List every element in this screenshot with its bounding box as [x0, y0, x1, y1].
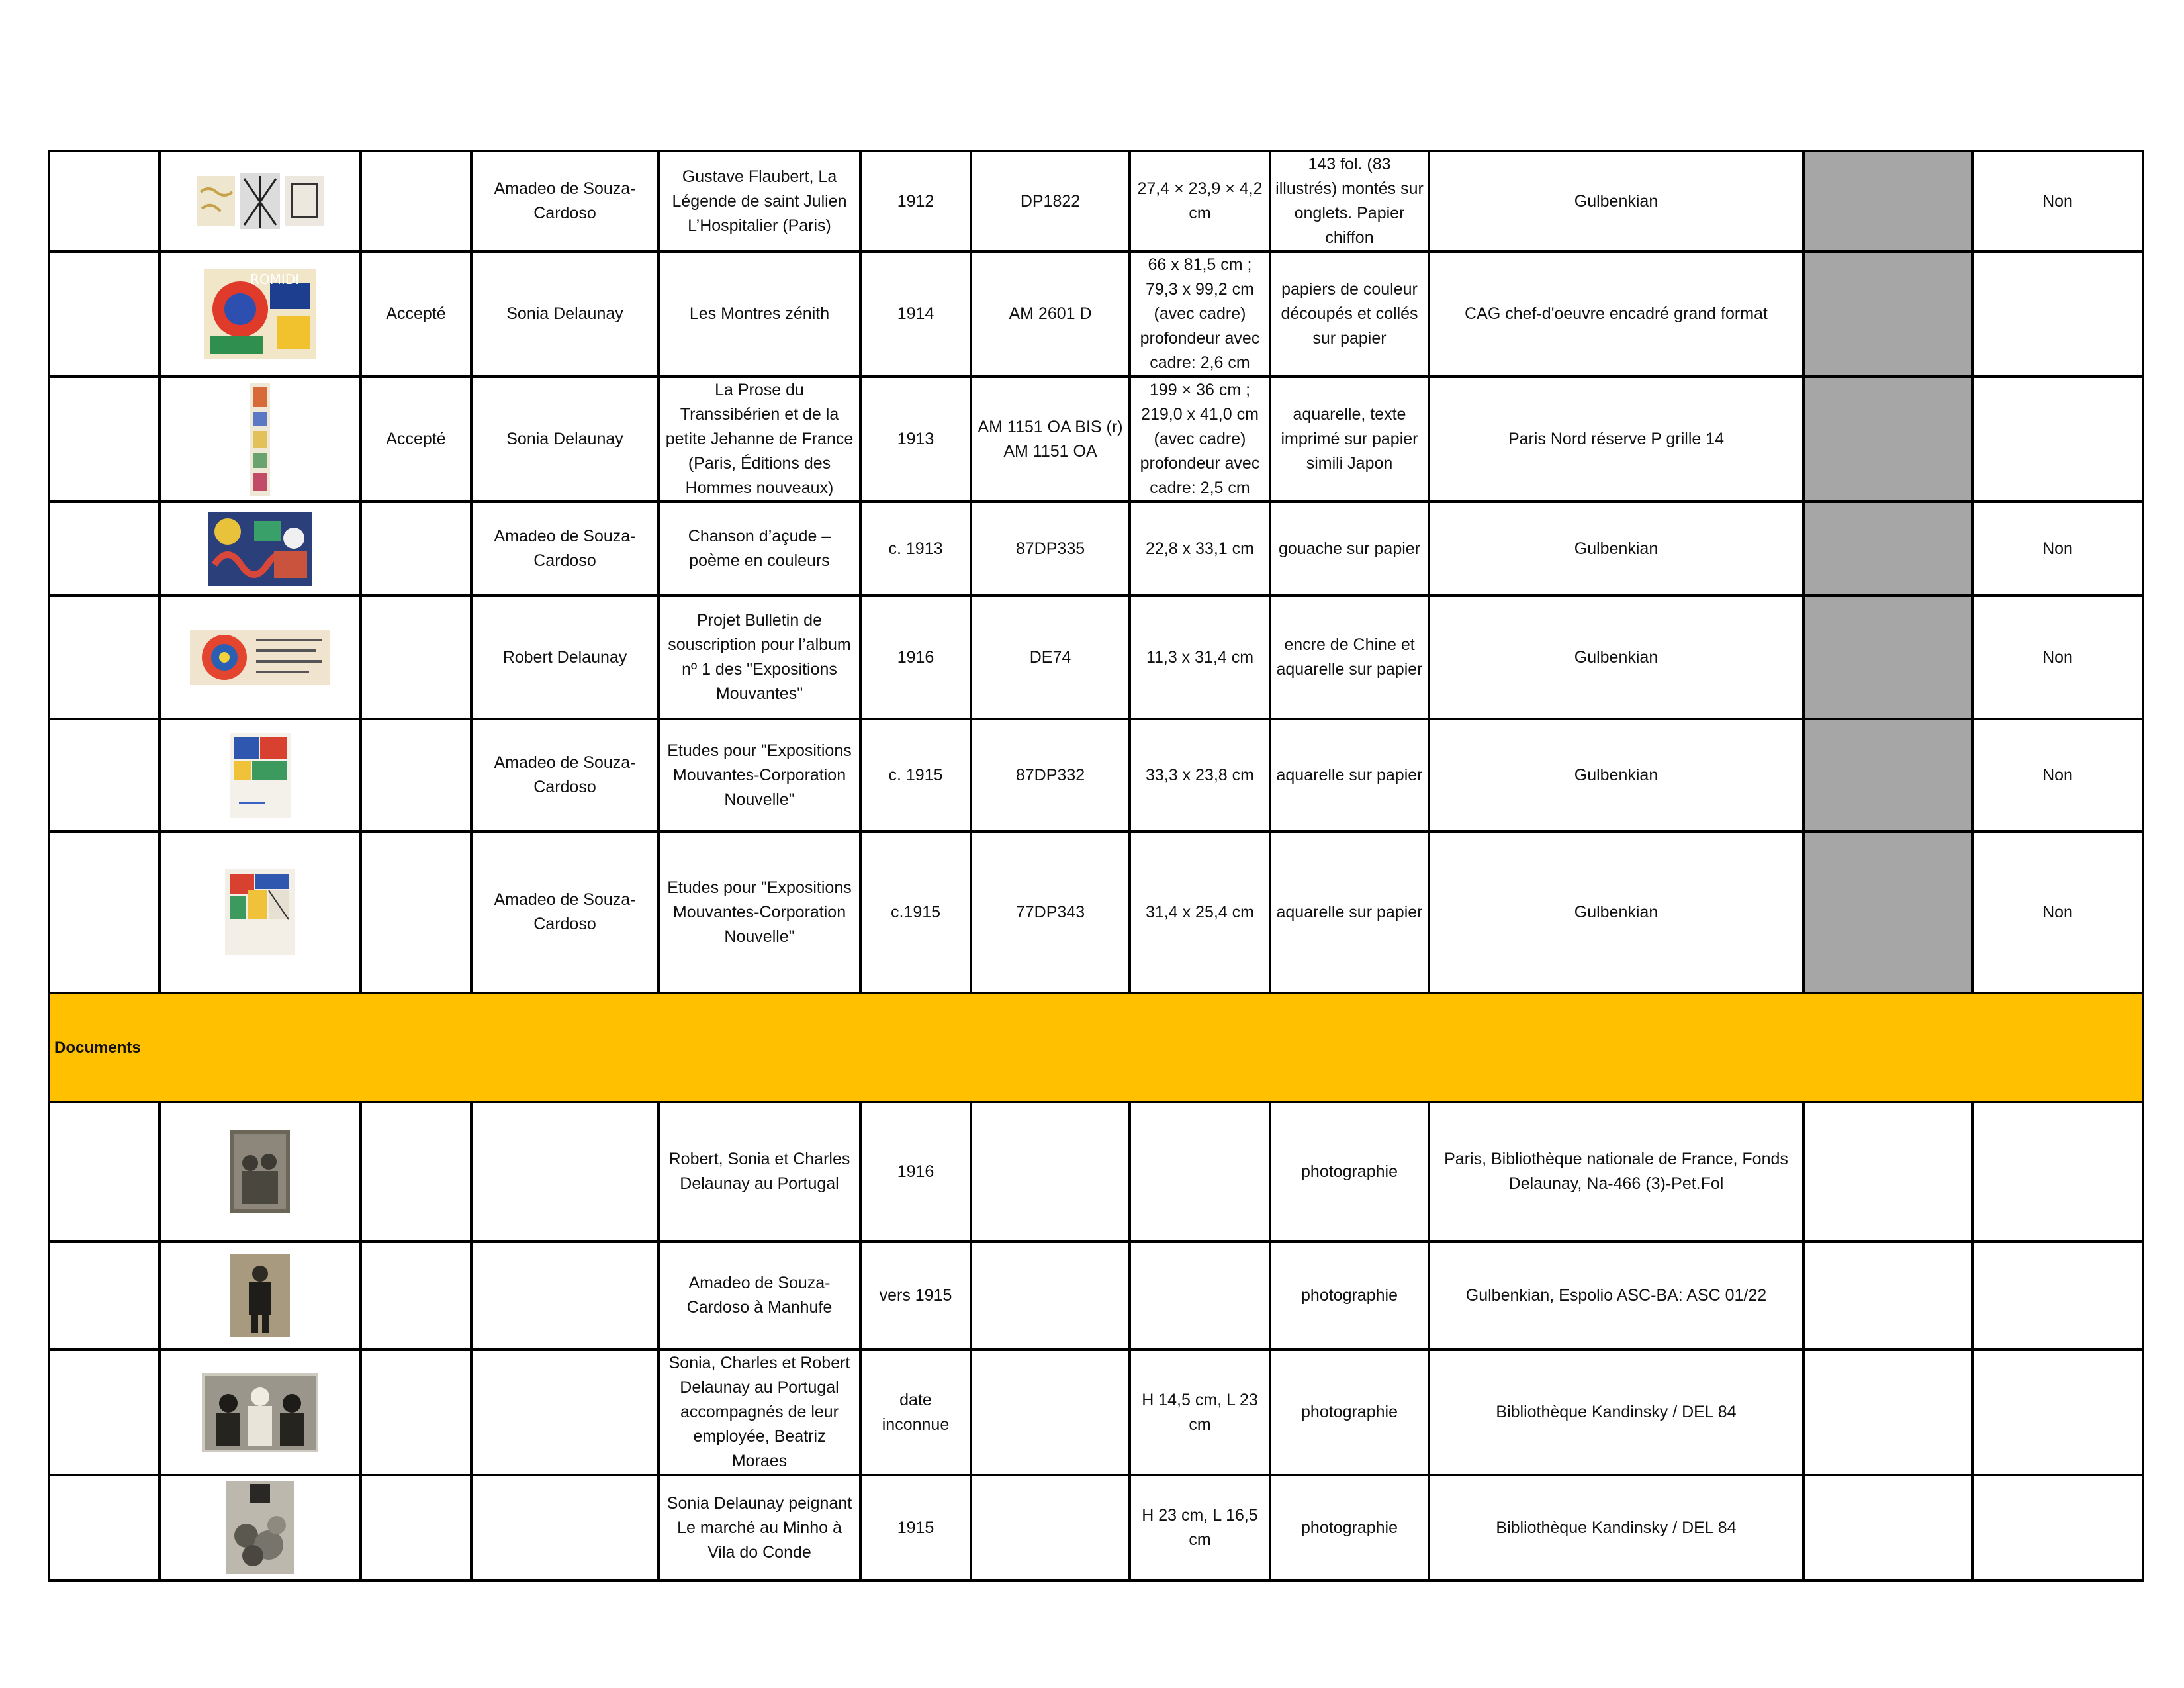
empty-cell — [471, 1350, 659, 1475]
date-cell: c.1915 — [860, 831, 971, 993]
gray-cell — [1803, 377, 1972, 502]
table-row — [49, 1102, 2143, 1241]
empty-cell — [49, 1241, 159, 1350]
dimensions-cell — [1130, 1102, 1270, 1241]
artist-cell: Amadeo de Souza-Cardoso — [471, 151, 659, 252]
artist-cell: Sonia Delaunay — [471, 252, 659, 377]
technique-cell: photographie — [1270, 1241, 1429, 1350]
inventory-cell: DP1822 — [971, 151, 1130, 252]
table-row — [49, 252, 2143, 377]
location-cell: Paris, Bibliothèque nationale de France, Fonds Delaunay, Na-466 (3)-Pet.Fol — [1429, 1102, 1803, 1241]
empty-cell — [971, 1475, 1130, 1581]
status-cell: Accepté — [361, 252, 471, 377]
dimensions-cell: 11,3 x 31,4 cm — [1130, 596, 1270, 719]
gray-cell — [1803, 252, 1972, 377]
technique-cell: aquarelle sur papier — [1270, 831, 1429, 993]
section-row — [49, 993, 2143, 1102]
inventory-cell: AM 1151 OA BIS (r) AM 1151 OA — [971, 377, 1130, 502]
dimensions-cell: H 14,5 cm, L 23 cm — [1130, 1350, 1270, 1475]
location-cell: Bibliothèque Kandinsky / DEL 84 — [1429, 1475, 1803, 1581]
artist-cell: Amadeo de Souza-Cardoso — [471, 831, 659, 993]
artist-cell: Amadeo de Souza-Cardoso — [471, 502, 659, 596]
artwork-thumbnail — [159, 502, 361, 596]
table-row — [49, 1475, 2143, 1581]
empty-cell — [1972, 1241, 2143, 1350]
artwork-thumbnail — [159, 719, 361, 831]
gray-cell — [1803, 502, 1972, 596]
loan-cell — [1972, 377, 2143, 502]
empty-cell — [49, 151, 159, 252]
date-cell: c. 1913 — [860, 502, 971, 596]
table-row — [49, 831, 2143, 993]
title-cell: Etudes pour "Expositions Mouvantes-Corporation Nouvelle" — [659, 831, 860, 993]
table-row — [49, 502, 2143, 596]
location-cell: CAG chef-d'oeuvre encadré grand format — [1429, 252, 1803, 377]
empty-cell — [361, 1350, 471, 1475]
empty-cell — [49, 252, 159, 377]
catalogue-sheet — [48, 150, 2142, 1582]
inventory-cell: AM 2601 D — [971, 252, 1130, 377]
loan-cell — [1972, 252, 2143, 377]
artwork-thumbnail — [159, 252, 361, 377]
title-cell: Projet Bulletin de souscription pour l’album nº 1 des "Expositions Mouvantes" — [659, 596, 860, 719]
artist-cell: Robert Delaunay — [471, 596, 659, 719]
title-cell: Gustave Flaubert, La Légende de saint Julien L’Hospitalier (Paris) — [659, 151, 860, 252]
location-cell: Bibliothèque Kandinsky / DEL 84 — [1429, 1350, 1803, 1475]
empty-cell — [49, 831, 159, 993]
date-cell: c. 1915 — [860, 719, 971, 831]
photo-thumbnail — [159, 1350, 361, 1475]
technique-cell: encre de Chine et aquarelle sur papier — [1270, 596, 1429, 719]
empty-cell — [361, 1102, 471, 1241]
date-cell: 1913 — [860, 377, 971, 502]
artwork-table — [48, 150, 2144, 1582]
empty-cell — [49, 502, 159, 596]
status-cell — [361, 502, 471, 596]
inventory-cell: DE74 — [971, 596, 1130, 719]
status-cell — [361, 719, 471, 831]
artwork-thumbnail — [159, 596, 361, 719]
dimensions-cell: 33,3 x 23,8 cm — [1130, 719, 1270, 831]
date-cell: 1916 — [860, 1102, 971, 1241]
empty-cell — [361, 1475, 471, 1581]
location-cell: Gulbenkian — [1429, 151, 1803, 252]
loan-cell: Non — [1972, 596, 2143, 719]
loan-cell: Non — [1972, 502, 2143, 596]
dimensions-cell — [1130, 1241, 1270, 1350]
technique-cell: papiers de couleur découpés et collés sur papier — [1270, 252, 1429, 377]
date-cell: 1916 — [860, 596, 971, 719]
technique-cell: aquarelle, texte imprimé sur papier simili Japon — [1270, 377, 1429, 502]
loan-cell: Non — [1972, 151, 2143, 252]
artist-cell: Sonia Delaunay — [471, 377, 659, 502]
title-cell: Amadeo de Souza-Cardoso à Manhufe — [659, 1241, 860, 1350]
loan-cell: Non — [1972, 831, 2143, 993]
photo-thumbnail — [159, 1102, 361, 1241]
location-cell: Gulbenkian, Espolio ASC-BA: ASC 01/22 — [1429, 1241, 1803, 1350]
title-cell: Chanson d’açude – poème en couleurs — [659, 502, 860, 596]
table-row — [49, 1350, 2143, 1475]
empty-cell — [971, 1350, 1130, 1475]
empty-cell — [1972, 1350, 2143, 1475]
title-cell: La Prose du Transsibérien et de la petite Jehanne de France (Paris, Éditions des Hommes nouveaux) — [659, 377, 860, 502]
dimensions-cell: 199 × 36 cm ; 219,0 x 41,0 cm (avec cadre) profondeur avec cadre: 2,5 cm — [1130, 377, 1270, 502]
empty-cell — [49, 1350, 159, 1475]
empty-cell — [1972, 1102, 2143, 1241]
title-cell: Robert, Sonia et Charles Delaunay au Portugal — [659, 1102, 860, 1241]
location-cell: Paris Nord réserve P grille 14 — [1429, 377, 1803, 502]
empty-cell — [49, 1102, 159, 1241]
table-row — [49, 151, 2143, 252]
empty-cell — [49, 596, 159, 719]
location-cell: Gulbenkian — [1429, 596, 1803, 719]
inventory-cell: 77DP343 — [971, 831, 1130, 993]
table-row — [49, 596, 2143, 719]
technique-cell: gouache sur papier — [1270, 502, 1429, 596]
artwork-thumbnail — [159, 151, 361, 252]
empty-cell — [49, 1475, 159, 1581]
photo-thumbnail — [159, 1241, 361, 1350]
svg-text:ROMIDI: ROMIDI — [250, 271, 300, 287]
empty-cell — [1803, 1241, 1972, 1350]
empty-cell — [471, 1102, 659, 1241]
date-cell: 1915 — [860, 1475, 971, 1581]
technique-cell: photographie — [1270, 1350, 1429, 1475]
title-cell: Sonia, Charles et Robert Delaunay au Portugal accompagnés de leur employée, Beatriz Moraes — [659, 1350, 860, 1475]
table-row — [49, 719, 2143, 831]
dimensions-cell: 22,8 x 33,1 cm — [1130, 502, 1270, 596]
empty-cell — [49, 719, 159, 831]
empty-cell — [49, 377, 159, 502]
artwork-thumbnail — [159, 831, 361, 993]
inventory-cell: 87DP332 — [971, 719, 1130, 831]
artwork-thumbnail — [159, 377, 361, 502]
technique-cell: aquarelle sur papier — [1270, 719, 1429, 831]
status-cell — [361, 596, 471, 719]
title-cell: Sonia Delaunay peignant Le marché au Minho à Vila do Conde — [659, 1475, 860, 1581]
location-cell: Gulbenkian — [1429, 831, 1803, 993]
inventory-cell: 87DP335 — [971, 502, 1130, 596]
empty-cell — [1803, 1475, 1972, 1581]
empty-cell — [1803, 1350, 1972, 1475]
empty-cell — [471, 1475, 659, 1581]
title-cell: Etudes pour "Expositions Mouvantes-Corporation Nouvelle" — [659, 719, 860, 831]
table-row — [49, 377, 2143, 502]
gray-cell — [1803, 831, 1972, 993]
empty-cell — [1972, 1475, 2143, 1581]
empty-cell — [361, 1241, 471, 1350]
title-cell: Les Montres zénith — [659, 252, 860, 377]
status-cell — [361, 151, 471, 252]
photo-thumbnail — [159, 1475, 361, 1581]
technique-cell: 143 fol. (83 illustrés) montés sur onglets. Papier chiffon — [1270, 151, 1429, 252]
date-cell: 1912 — [860, 151, 971, 252]
location-cell: Gulbenkian — [1429, 502, 1803, 596]
technique-cell: photographie — [1270, 1475, 1429, 1581]
location-cell: Gulbenkian — [1429, 719, 1803, 831]
dimensions-cell: 31,4 x 25,4 cm — [1130, 831, 1270, 993]
gray-cell — [1803, 151, 1972, 252]
status-cell — [361, 831, 471, 993]
empty-cell — [471, 1241, 659, 1350]
date-cell: date inconnue — [860, 1350, 971, 1475]
dimensions-cell: 27,4 × 23,9 × 4,2 cm — [1130, 151, 1270, 252]
technique-cell: photographie — [1270, 1102, 1429, 1241]
empty-cell — [971, 1241, 1130, 1350]
artist-cell: Amadeo de Souza-Cardoso — [471, 719, 659, 831]
loan-cell: Non — [1972, 719, 2143, 831]
dimensions-cell: H 23 cm, L 16,5 cm — [1130, 1475, 1270, 1581]
gray-cell — [1803, 719, 1972, 831]
empty-cell — [971, 1102, 1130, 1241]
gray-cell — [1803, 596, 1972, 719]
date-cell: vers 1915 — [860, 1241, 971, 1350]
status-cell: Accepté — [361, 377, 471, 502]
date-cell: 1914 — [860, 252, 971, 377]
dimensions-cell: 66 x 81,5 cm ; 79,3 x 99,2 cm (avec cadre) profondeur avec cadre: 2,6 cm — [1130, 252, 1270, 377]
section-title: Documents — [49, 993, 2143, 1102]
empty-cell — [1803, 1102, 1972, 1241]
table-row — [49, 1241, 2143, 1350]
